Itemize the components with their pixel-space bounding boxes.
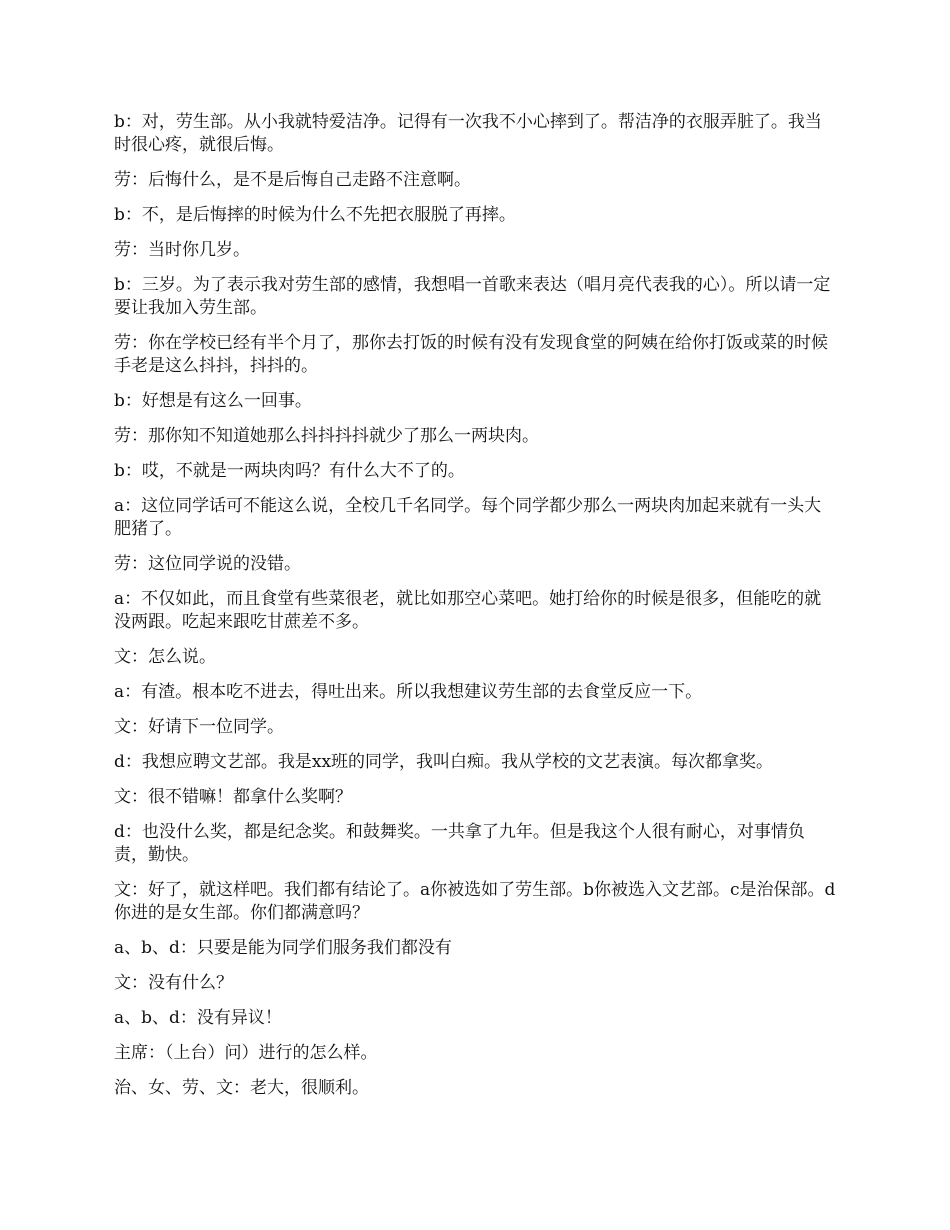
dialogue-line: 劳：你在学校已经有半个月了，那你去打饭的时候有没有发现食堂的阿姨在给你打饭或菜的时候手老是这么抖抖，抖抖的。 bbox=[114, 333, 828, 376]
dialogue-line: a：不仅如此，而且食堂有些菜很老，就比如那空心菜吧。她打给你的时候是很多，但能吃的就没两跟。吃起来跟吃甘蔗差不多。 bbox=[114, 589, 822, 632]
dialogue-line: 治、女、劳、文：老大，很顺利。 bbox=[114, 1078, 369, 1098]
dialogue-line: b：哎，不就是一两块肉吗？有什么大不了的。 bbox=[114, 461, 465, 481]
dialogue-line: 劳：后悔什么，是不是后悔自己走路不注意啊。 bbox=[114, 170, 471, 190]
dialogue-line: 劳：这位同学说的没错。 bbox=[114, 554, 301, 574]
dialogue-line: 文：很不错嘛！都拿什么奖啊？ bbox=[114, 787, 352, 807]
dialogue-line: b：三岁。为了表示我对劳生部的感情，我想唱一首歌来表达（唱月亮代表我的心）。所以请一定要让我加入劳生部。 bbox=[114, 275, 831, 318]
dialogue-line: b：好想是有这么一回事。 bbox=[114, 391, 312, 411]
dialogue-line: 文：怎么说。 bbox=[114, 647, 216, 667]
dialogue-line: 文：好请下一位同学。 bbox=[114, 717, 284, 737]
dialogue-line: 劳：那你知不知道她那么抖抖抖抖就少了那么一两块肉。 bbox=[114, 426, 539, 446]
dialogue-line: b：不，是后悔摔的时候为什么不先把衣服脱了再摔。 bbox=[114, 205, 516, 225]
dialogue-line: a：有渣。根本吃不进去，得吐出来。所以我想建议劳生部的去食堂反应一下。 bbox=[114, 682, 703, 702]
document-body bbox=[114, 111, 836, 1112]
dialogue-line: a、b、d：只要是能为同学们服务我们都没有 bbox=[114, 938, 452, 958]
dialogue-line: 劳：当时你几岁。 bbox=[114, 240, 250, 260]
dialogue-line: b：对，劳生部。从小我就特爱洁净。记得有一次我不小心摔到了。帮洁净的衣服弄脏了。我当时很心疼，就很后悔。 bbox=[114, 112, 822, 155]
dialogue-line: 文：没有什么？ bbox=[114, 973, 233, 993]
dialogue-line: 文：好了，就这样吧。我们都有结论了。a你被选如了劳生部。b你被选入文艺部。c是治保部。d你进的是女生部。你们都满意吗？ bbox=[114, 880, 836, 923]
dialogue-line: d：也没什么奖，都是纪念奖。和鼓舞奖。一共拿了九年。但是我这个人很有耐心，对事情负责，勤快。 bbox=[114, 822, 805, 865]
dialogue-line: a：这位同学话可不能这么说，全校几千名同学。每个同学都少那么一两块肉加起来就有一头大肥猪了。 bbox=[114, 496, 822, 539]
dialogue-line: 主席：（上台）问）进行的怎么样。 bbox=[114, 1043, 378, 1063]
dialogue-line: a、b、d：没有异议！ bbox=[114, 1008, 282, 1028]
dialogue-line: d：我想应聘文艺部。我是xx班的同学，我叫白痴。我从学校的文艺表演。每次都拿奖。 bbox=[114, 752, 774, 772]
